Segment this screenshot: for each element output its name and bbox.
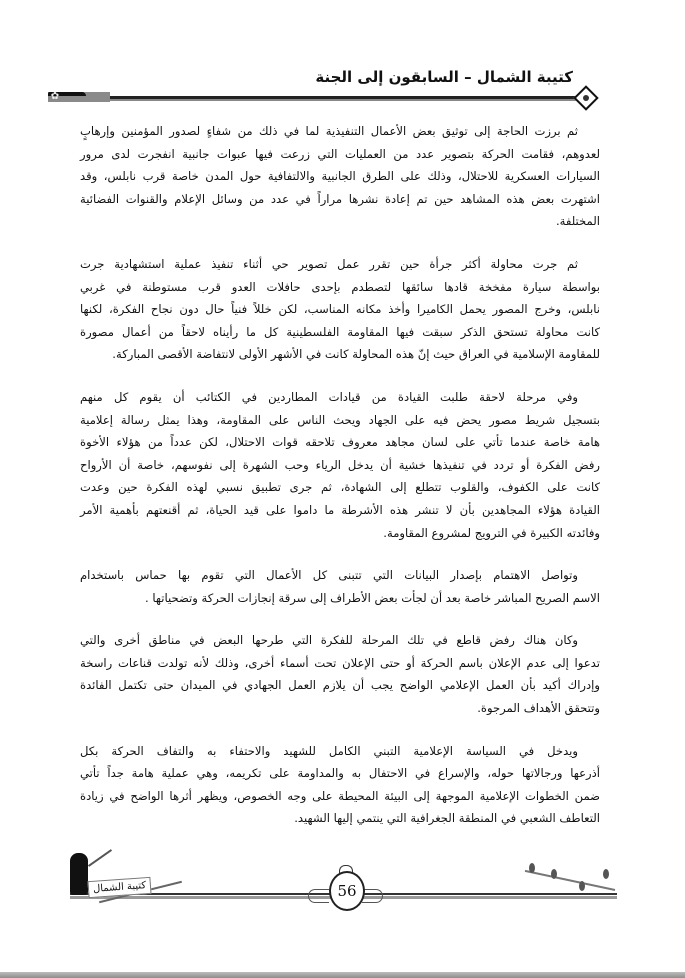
paragraph-3 <box>80 386 600 544</box>
paragraph-6 <box>80 740 600 830</box>
text-line: السيارات العسكرية للاحتلال، وذلك على الطرق الجانبية والالتفافية حول المدن خاصة قرب نابلس، وقد <box>80 169 600 184</box>
text-line: كانت محاولة تستحق الذكر سبقت فيها المقاومة الفلسطينية كل ما رأيناه لاحقاً من أعمال مصورة <box>80 324 600 339</box>
text-line: التعاطف الشعبي في المنطقة الجغرافية التي ينتمي إليها الشهيد. <box>294 811 600 826</box>
header-rule-shadow <box>110 99 585 101</box>
page-header <box>0 60 685 110</box>
scroll-ornament-icon <box>308 889 329 903</box>
paragraph-5 <box>80 629 600 719</box>
text-line: وكان هناك رفض قاطع في تلك المرحلة للفكرة التي طرحها البعض في مناطق أخرى والتي <box>80 633 578 648</box>
text-line: المختلفة. <box>555 214 600 229</box>
page-footer <box>0 845 685 915</box>
text-line: للمقاومة الإسلامية في العراق حيث إنّ هذه المحاولة كانت في الأشهر الأولى لانتفاضة الأقصى المباركة. <box>112 347 600 362</box>
text-line: أذرعها ورجالاتها حوله، والإسراع في الاحتفال به والمداومة على تكريمه، وهي عملية هامة جداً تأتي <box>80 766 600 781</box>
text-line: ضمن الخطوات الإعلامية الموجهة إلى البيئة المحيطة على وجه الخصوص، ويظهر أثرها الواضح في زيادة <box>80 788 600 803</box>
page-edge-shadow <box>0 972 685 978</box>
paragraph-1 <box>80 120 600 233</box>
flower-icon: ✿ <box>50 91 60 102</box>
text-line: الاسم الصريح المباشر خاصة بعد أن لجأت بعض الأطراف إلى سرقة إنجازات الحركة وتضحياتها . <box>145 590 600 605</box>
floral-branch-icon <box>515 855 615 899</box>
text-line: كانت على الكفوف، والقلوب تتطلع إلى الشهادة، ثم جرى تطبيق نسبي لهذه الفكرة حين وعدت <box>80 480 600 495</box>
text-line: ثم برزت الحاجة إلى توثيق بعض الأعمال التنفيذية لما في ذلك من شفاءٍ لصدور المؤمنين وإرهابٍ <box>80 124 578 138</box>
text-line: وتواصل الاهتمام بإصدار البيانات التي تتبنى كل الأعمال التي تقوم بها حماس باستخدام <box>80 568 578 583</box>
text-line: وإدراك أكيد بأن العمل الإعلامي الواضح يجب أن يلازم العمل الجهادي في الميدان حتى تكتمل الفائدة <box>80 678 600 693</box>
diamond-ornament-icon <box>573 85 598 110</box>
text-line: القيادة هؤلاء المجاهدين بأن لا تنشر هذه الأشرطة ما داموا على قيد الحياة، ثم أقنعتهم بأهمية الأمر <box>80 502 600 517</box>
text-line: ثم جرت محاولة أكثر جرأة حين تقرر عمل تصوير حي أثناء تنفيذ عملية استشهادية جرت <box>80 256 578 271</box>
olive-branch-icon <box>88 849 112 867</box>
fighter-silhouette-icon <box>70 853 88 895</box>
paragraph-4 <box>80 564 600 609</box>
paragraph-2 <box>80 253 600 366</box>
text-line: لعدوهم، فقامت الحركة بتصوير عدد من العمليات التي زرعت فيها عبوات جانبية انفجرت لدى مرور <box>80 146 600 161</box>
scroll-ornament-icon <box>362 889 383 903</box>
text-line: ويدخل في السياسة الإعلامية التبني الكامل للشهيد والاحتفاء به والتفاف الحركة بكل <box>80 743 578 758</box>
text-line: نابلس، وخرج المصور يحمل الكاميرا وأخذ مكانه المناسب، لكن خللاً فنياً حال دون نجاح الفكرة، لكنها <box>80 302 600 317</box>
text-line: وفائدته الكبيرة في الترويج لمشروع المقاومة. <box>383 525 600 540</box>
text-line: وفي مرحلة لاحقة طلبت القيادة من قيادات المطاردين في الكتائب أن يقوم كل منهم <box>80 389 578 404</box>
text-line: رفض الفكرة أو تردد في تنفيذها خشية أن يدخل الرياء وحب الشهرة إلى نفوسهم، خاصة أن الأرواح <box>80 457 600 472</box>
text-line: تدعوا إلى عدم الإعلان باسم الحركة أو حتى الإعلان تحت أسماء أخرى، وذلك لأنه تولدت قناعات راسخة <box>80 655 600 670</box>
brand-label: كتيبة الشمال <box>87 877 151 898</box>
text-line: وتتحقق الأهداف المرجوة. <box>477 701 600 716</box>
text-line: اشتهرت بعض هذه المشاهد حين تم إعادة نشرها مراراً في عدد من وسائل الإعلام والقنوات الفضائية <box>80 191 600 206</box>
body-text <box>80 120 600 830</box>
text-line: هامة خاصة عندما تأتي على لسان مجاهد معروف تلاحقه قوات الاحتلال، لكن عدداً من هؤلاء الأخوة <box>80 435 600 450</box>
text-line: بواسطة سيارة مفخخة قادها سائقها لتصطدم بإحدى حافلات العدو قرب مستوطنة في غربي <box>80 279 600 294</box>
text-line: بتسجيل شريط مصور يحض فيه على الجهاد ويحث الناس على المقاومة، وهذا يمثل رسالة إعلامية <box>80 412 600 427</box>
running-title: كتيبة الشمال – السابقون إلى الجنة <box>315 68 573 86</box>
page-number: 56 <box>329 871 365 911</box>
